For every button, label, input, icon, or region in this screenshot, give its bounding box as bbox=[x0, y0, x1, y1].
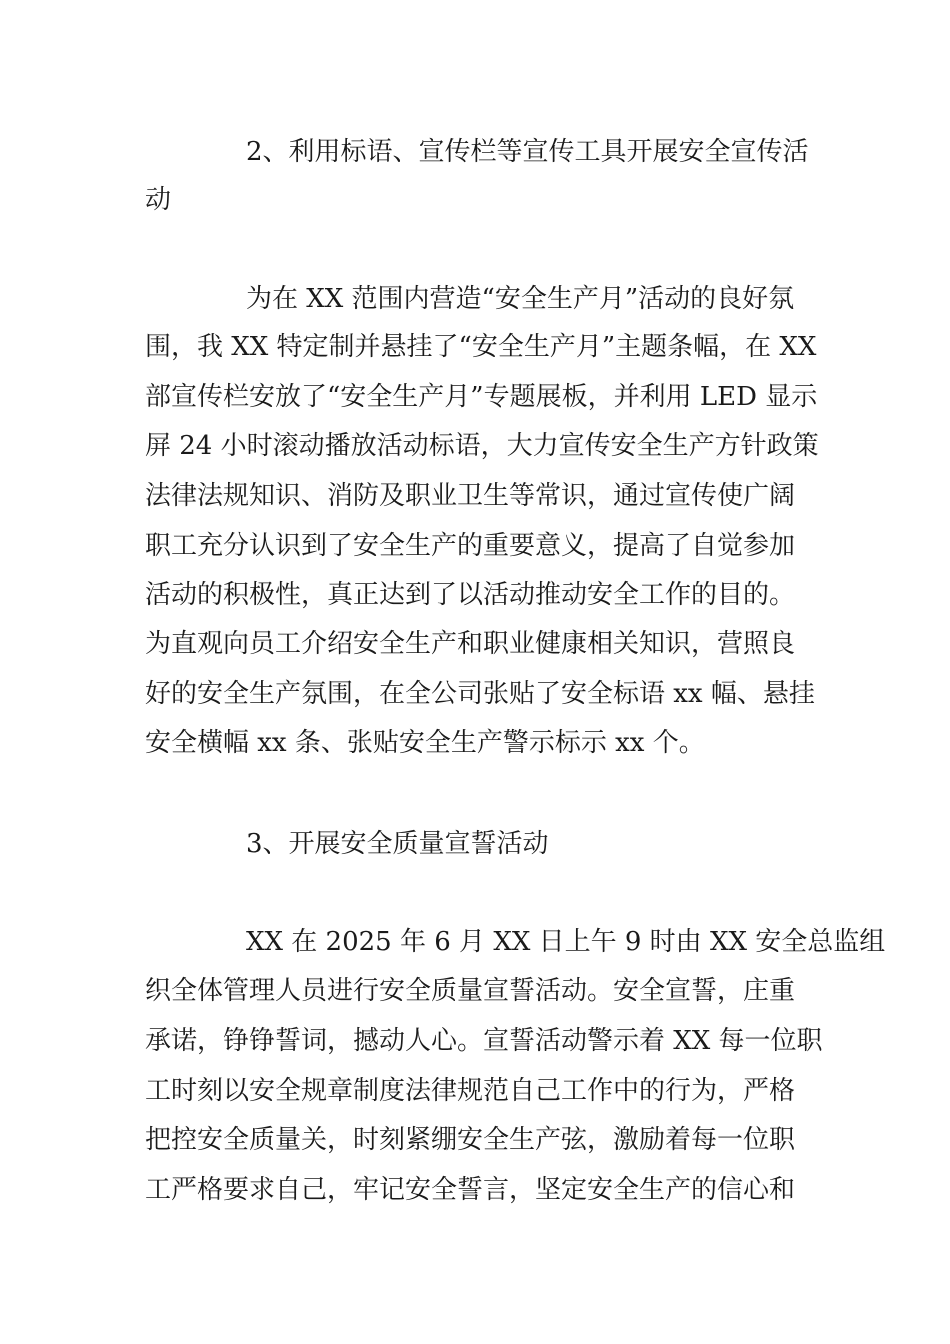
section2-paragraph-line: 法律法规知识、消防及职业卫生等常识，通过宣传使广阔 bbox=[145, 481, 796, 511]
section2-paragraph-line: 为直观向员工介绍安全生产和职业健康相关知识，营照良 bbox=[145, 629, 796, 659]
section3-heading: 3、开展安全质量宣誓活动 bbox=[246, 829, 549, 859]
section2-paragraph-line: 好的安全生产氛围，在全公司张贴了安全标语 xx 幅、悬挂 bbox=[145, 679, 815, 709]
section2-paragraph-line: 职工充分认识到了安全生产的重要意义，提高了自觉参加 bbox=[145, 531, 796, 561]
section2-paragraph-line: 部宣传栏安放了“安全生产月”专题展板，并利用 LED 显示 bbox=[145, 382, 818, 412]
section2-paragraph-line: 安全横幅 xx 条、张贴安全生产警示标示 xx 个。 bbox=[145, 728, 705, 758]
section2-paragraph-line: 活动的积极性，真正达到了以活动推动安全工作的目的。 bbox=[145, 580, 796, 610]
section2-paragraph-line: 屏 24 小时滚动播放活动标语，大力宣传安全生产方针政策 bbox=[145, 431, 819, 461]
section3-paragraph-line: 承诺，铮铮誓词，撼动人心。宣誓活动警示着 XX 每一位职 bbox=[145, 1026, 823, 1056]
section2-paragraph-line: 围，我 XX 特定制并悬挂了“安全生产月”主题条幅，在 XX bbox=[145, 332, 817, 362]
section3-paragraph-line: XX 在 2025 年 6 月 XX 日上午 9 时由 XX 安全总监组 bbox=[246, 927, 886, 957]
section3-paragraph-line: 工时刻以安全规章制度法律规范自己工作中的行为，严格 bbox=[145, 1076, 796, 1106]
section2-heading-line2: 动 bbox=[145, 185, 172, 215]
section2-paragraph-line: 为在 XX 范围内营造“安全生产月”活动的良好氛 bbox=[246, 284, 795, 314]
section2-heading-line1: 2、利用标语、宣传栏等宣传工具开展安全宣传活 bbox=[246, 137, 809, 167]
section3-paragraph-line: 工严格要求自己，牢记安全誓言，坚定安全生产的信心和 bbox=[145, 1175, 796, 1205]
section3-paragraph-line: 织全体管理人员进行安全质量宣誓活动。安全宣誓，庄重 bbox=[145, 976, 796, 1006]
section3-paragraph-line: 把控安全质量关，时刻紧绷安全生产弦，激励着每一位职 bbox=[145, 1125, 796, 1155]
